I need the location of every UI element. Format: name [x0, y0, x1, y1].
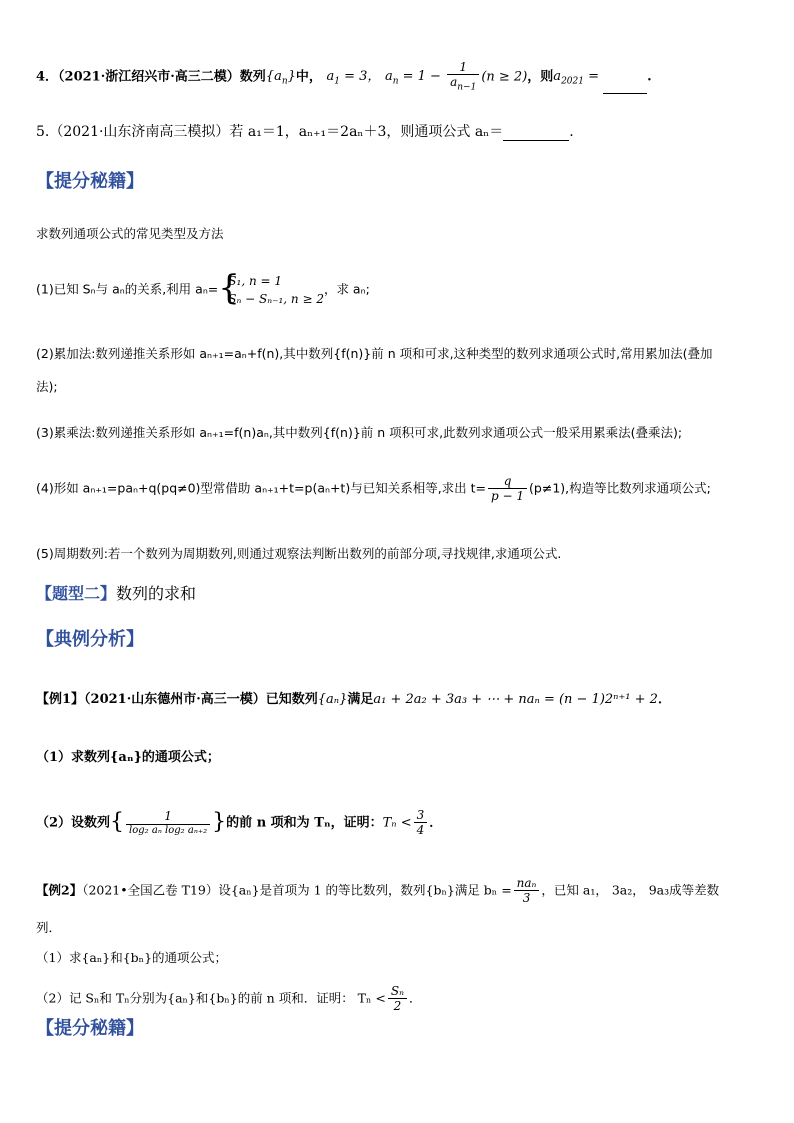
- method-4-den: p − 1: [491, 489, 525, 504]
- log-fraction: [126, 809, 210, 836]
- rec-eq: = 1 −: [398, 69, 446, 85]
- type-2-heading: [36, 584, 196, 603]
- method-4-num: q: [488, 474, 527, 489]
- method-4: [36, 474, 711, 504]
- init-sub: 1: [334, 76, 340, 87]
- example-1-q1: （1）求数列{aₙ}的通项公式；: [36, 750, 220, 765]
- q2-den: 4: [416, 823, 425, 838]
- target-eq: =: [583, 69, 604, 85]
- method-1-pre: (1)已知 Sₙ与 aₙ的关系,利用 aₙ=: [36, 281, 219, 297]
- q2-pre: （2）设数列: [36, 815, 111, 831]
- problem-5-text: 5.（2021·山东济南高三模拟）若 a₁＝1，aₙ₊₁＝2aₙ＋3，则通项公式 aₙ＝: [36, 124, 504, 140]
- example-2-pre: （2021•全国乙卷 T19）设{aₙ}是首项为 1 的等比数列，数列{bₙ}满足 bₙ =: [82, 882, 512, 898]
- examples-heading: 【典例分析】: [36, 629, 144, 650]
- example-1-formula: a₁ + 2a₂ + 3a₃ + ⋯ + naₙ = (n − 1)2ⁿ⁺¹ + 2: [373, 692, 658, 707]
- ex2-q2-pre: （2）记 Sₙ和 Tₙ分别为{aₙ}和{bₙ}的前 n 项和．证明： Tₙ <: [36, 990, 386, 1006]
- method-1: [36, 272, 370, 308]
- q2-mid: 的前 n 项和为 Tₙ，证明：: [226, 815, 383, 831]
- example-1-seq: {aₙ}: [317, 692, 348, 707]
- ex2-q2-num: Sₙ: [388, 984, 407, 999]
- example-2: [36, 876, 719, 906]
- ex2-q2-den: 2: [393, 999, 402, 1014]
- problem-4-end: .: [647, 69, 652, 85]
- example-2-label: 【例2】: [36, 882, 83, 898]
- method-4-fraction: [488, 474, 527, 504]
- method-2-line-2: 法);: [36, 379, 58, 394]
- problem-5: [36, 124, 574, 141]
- seq-sub: n: [281, 76, 288, 87]
- condition: (n ≥ 2): [481, 69, 528, 85]
- method-4-post: (p≠1),构造等比数列求通项公式;: [529, 480, 711, 496]
- frac-den-sub: n−1: [457, 82, 477, 93]
- tips-heading-2: 【提分秘籍】: [36, 1018, 144, 1039]
- frac-den: a: [450, 75, 458, 90]
- target-symbol: a: [553, 69, 562, 85]
- problem-4-source: （2021·浙江绍兴市·高三二模）: [58, 69, 240, 85]
- example-2-den: 3: [522, 891, 531, 906]
- three-quarters: [414, 808, 428, 838]
- type-2-bracket: 【题型二】: [36, 584, 117, 603]
- example-1-source: （2021·山东德州市·高三一模）已知数列: [84, 692, 318, 707]
- problem-4-text: 数列: [239, 69, 266, 85]
- target-sub: 2021: [561, 76, 584, 87]
- example-2-num: naₙ: [514, 876, 540, 891]
- q2-ineq: Tₙ <: [382, 815, 412, 831]
- tips-heading-1: 【提分秘籍】: [36, 171, 144, 192]
- method-1-post: ，求 aₙ;: [323, 281, 370, 297]
- example-1-end: ．: [657, 692, 671, 707]
- rec-lhs-sub: n: [392, 76, 399, 87]
- example-2-q1: （1）求{aₙ}和{bₙ}的通项公式；: [36, 950, 228, 965]
- example-1: [36, 692, 671, 708]
- example-1-label: 【例1】: [36, 692, 85, 707]
- init-symbol: a: [326, 69, 335, 85]
- problem-4: 4．（2021·浙江绍兴市·高三二模）数列$\{a_n\}$中， $a_1 = 3$， $a_n = 1$ − $\frac{1}{a_{n-1}}$ (n ≥ 2)，则$a_{2021}$ = .: [36, 60, 652, 93]
- problem-4-text-b: 中，: [295, 69, 322, 85]
- answer-blank[interactable]: [603, 93, 647, 94]
- problem-5-end: .: [569, 124, 574, 140]
- piecewise-cases: [218, 272, 324, 308]
- example-2-post: ，已知 a₁， 3a₂， 9a₃成等差数: [541, 882, 720, 898]
- example-2-line-2: 列．: [36, 920, 62, 935]
- recurrence-fraction: [447, 60, 479, 94]
- q2-num: 3: [414, 808, 428, 823]
- rec-lhs: a: [384, 69, 393, 85]
- example-1-q2: （2）设数列{ $\frac{1}{\text{log₂ aₙ log₂ aₙ₊₂}}$ }的前 n 项和为 Tₙ，证明：Tₙ < $\frac{3}{4}$ ．: [36, 808, 443, 838]
- frac-num: 1: [447, 60, 479, 75]
- ex2-q2-end: ．: [408, 990, 422, 1006]
- seq-symbol: a: [274, 69, 282, 85]
- tips-title: 求数列通项公式的常见类型及方法: [36, 226, 224, 241]
- case-1: { S₁, n = 1: [228, 274, 282, 288]
- example-2-fraction: [514, 876, 540, 906]
- case-2: Sₙ − Sₙ₋₁, n ≥ 2: [228, 292, 324, 306]
- q2-end: ．: [429, 815, 443, 831]
- log-frac-den: log₂ aₙ log₂ aₙ₊₂: [129, 824, 208, 836]
- example-1-text: 满足: [347, 692, 374, 707]
- init-value: = 3，: [339, 69, 381, 85]
- problem-4-number: 4．: [36, 69, 59, 85]
- method-4-pre: (4)形如 aₙ₊₁=paₙ+q(pq≠0)型常借助 aₙ₊₁+t=p(aₙ+t)与已知关系相等,求出 t=: [36, 480, 487, 496]
- method-2-line-1: (2)累加法:数列递推关系形如 aₙ₊₁=aₙ+f(n),其中数列{f(n)}前 n 项和可求,这种类型的数列求通项公式时,常用累加法(叠加: [36, 346, 713, 361]
- method-3: (3)累乘法:数列递推关系形如 aₙ₊₁=f(n)aₙ,其中数列{f(n)}前 n 项积可求,此数列求通项公式一般采用累乘法(叠乘法);: [36, 425, 683, 440]
- type-2-title: 数列的求和: [116, 584, 197, 603]
- answer-blank-5[interactable]: [503, 140, 569, 141]
- method-5: (5)周期数列:若一个数列为周期数列,则通过观察法判断出数列的前部分项,寻找规律,求通项公式.: [36, 546, 562, 561]
- problem-4-text-c: ，则: [527, 69, 554, 85]
- log-frac-num: 1: [126, 809, 210, 824]
- example-2-q2: [36, 984, 421, 1014]
- sn-half: [388, 984, 407, 1014]
